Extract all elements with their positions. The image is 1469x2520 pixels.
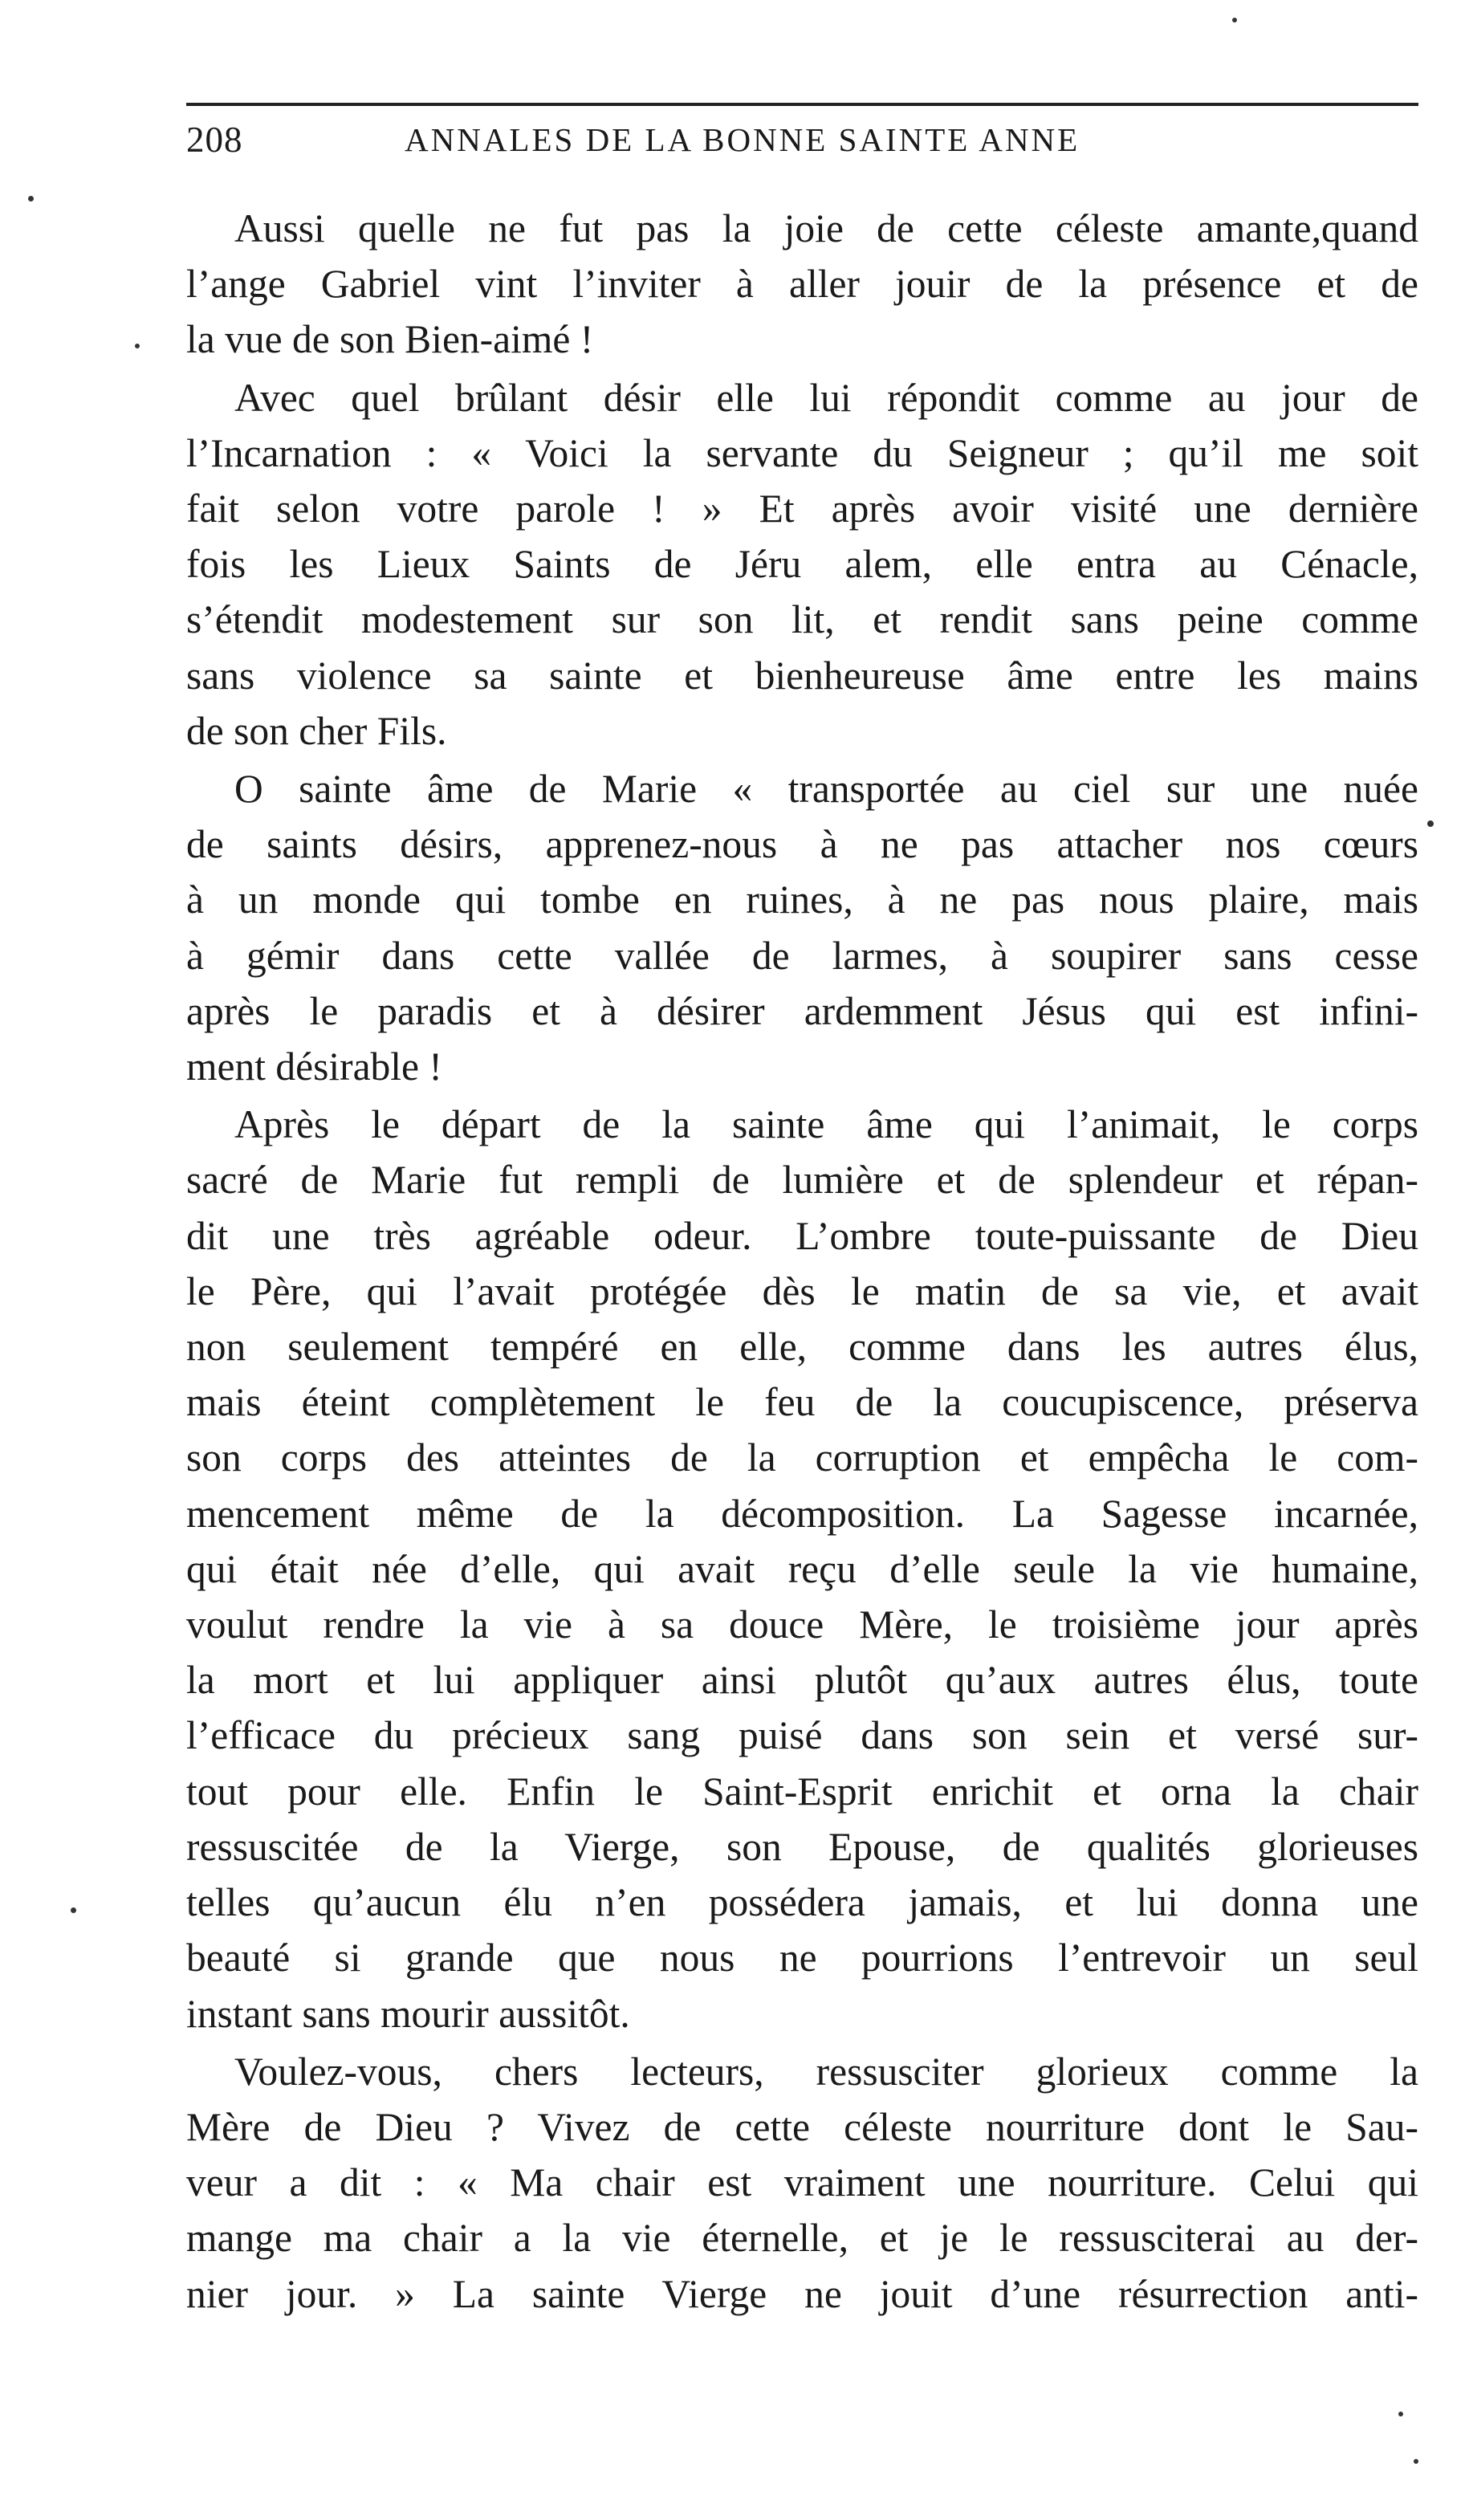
body-text bbox=[186, 201, 1418, 2324]
text-line: Après le départ de la sainte âme qui l’animait, le corps bbox=[234, 1102, 1418, 1147]
text-line: le Père, qui l’avait protégée dès le matin de sa vie, et avait bbox=[186, 1268, 1418, 1313]
text-line: s’étendit modestement sur son lit, et rendit sans peine comme bbox=[186, 597, 1418, 642]
text-line: à gémir dans cette vallée de larmes, à soupirer sans cesse bbox=[186, 933, 1418, 978]
scan-speck bbox=[28, 196, 34, 202]
paragraph bbox=[186, 1097, 1418, 2041]
text-line: la vue de son Bien-aimé ! bbox=[186, 317, 594, 362]
paragraph bbox=[186, 2044, 1418, 2322]
page-header bbox=[186, 111, 1418, 167]
text-line: Aussi quelle ne fut pas la joie de cette céleste amante,quand bbox=[234, 206, 1418, 250]
text-line: l’Incarnation : « Voici la servante du Seigneur ; qu’il me soit bbox=[186, 430, 1418, 475]
text-line: son corps des atteintes de la corruption et empêcha le com- bbox=[186, 1435, 1418, 1480]
scan-speck bbox=[1398, 2412, 1403, 2416]
text-line: voulut rendre la vie à sa douce Mère, le troisième jour après bbox=[186, 1602, 1418, 1647]
text-line: de saints désirs, apprenez-nous à ne pas attacher nos cœurs bbox=[186, 822, 1418, 867]
text-line: de son cher Fils. bbox=[186, 708, 447, 753]
scan-speck bbox=[1427, 820, 1434, 827]
text-line: Voulez-vous, chers lecteurs, ressusciter glorieux comme la bbox=[234, 2049, 1418, 2094]
running-head: ANNALES DE LA BONNE SAINTE ANNE bbox=[405, 121, 1080, 158]
text-line: mencement même de la décomposition. La Sagesse incarnée, bbox=[186, 1491, 1418, 1536]
page-number: 208 bbox=[186, 120, 243, 160]
text-line: dit une très agréable odeur. L’ombre toute-puissante de Dieu bbox=[186, 1213, 1418, 1258]
header-rule bbox=[186, 103, 1418, 106]
text-line: l’efficace du précieux sang puisé dans son sein et versé sur- bbox=[186, 1713, 1418, 1758]
text-line: fait selon votre parole ! » Et après avoir visité une dernière bbox=[186, 486, 1418, 531]
scan-speck bbox=[1232, 18, 1237, 22]
text-line: instant sans mourir aussitôt. bbox=[186, 1991, 630, 2036]
text-line: O sainte âme de Marie « transportée au ciel sur une nuée bbox=[234, 767, 1418, 812]
paragraph bbox=[186, 201, 1418, 368]
text-line: tout pour elle. Enfin le Saint-Esprit enrichit et orna la chair bbox=[186, 1769, 1418, 1814]
text-line: à un monde qui tombe en ruines, à ne pas nous plaire, mais bbox=[186, 877, 1418, 922]
text-line: après le paradis et à désirer ardemment Jésus qui est infini- bbox=[186, 988, 1418, 1033]
text-line: sans violence sa sainte et bienheureuse âme entre les mains bbox=[186, 653, 1418, 698]
text-line: l’ange Gabriel vint l’inviter à aller jouir de la présence et de bbox=[186, 262, 1418, 307]
text-line: mais éteint complètement le feu de la coucupiscence, préserva bbox=[186, 1380, 1418, 1425]
text-line: la mort et lui appliquer ainsi plutôt qu’aux autres élus, toute bbox=[186, 1658, 1418, 1703]
paragraph bbox=[186, 761, 1418, 1094]
text-line: Avec quel brûlant désir elle lui répondit comme au jour de bbox=[234, 375, 1418, 420]
text-line: veur a dit : « Ma chair est vraiment une nourriture. Celui qui bbox=[186, 2160, 1418, 2205]
scan-speck bbox=[135, 344, 140, 348]
scan-speck bbox=[1414, 2459, 1418, 2464]
text-line: Mère de Dieu ? Vivez de cette céleste nourriture dont le Sau- bbox=[186, 2104, 1418, 2149]
text-line: ment désirable ! bbox=[186, 1044, 442, 1089]
text-line: qui était née d’elle, qui avait reçu d’elle seule la vie humaine, bbox=[186, 1546, 1418, 1591]
text-line: sacré de Marie fut rempli de lumière et de splendeur et répan- bbox=[186, 1158, 1418, 1203]
text-line: fois les Lieux Saints de Jéru alem, elle entra au Cénacle, bbox=[186, 542, 1418, 587]
text-line: non seulement tempéré en elle, comme dans les autres élus, bbox=[186, 1325, 1418, 1370]
text-line: nier jour. » La sainte Vierge ne jouit d’une résurrection anti- bbox=[186, 2271, 1418, 2316]
paragraph bbox=[186, 370, 1418, 759]
scan-speck bbox=[71, 1907, 76, 1913]
text-line: mange ma chair a la vie éternelle, et je le ressusciterai au der- bbox=[186, 2216, 1418, 2261]
text-line: ressuscitée de la Vierge, son Epouse, de qualités glorieuses bbox=[186, 1824, 1418, 1869]
text-line: telles qu’aucun élu n’en possédera jamais, et lui donna une bbox=[186, 1880, 1418, 1925]
text-line: beauté si grande que nous ne pourrions l’entrevoir un seul bbox=[186, 1936, 1418, 1981]
